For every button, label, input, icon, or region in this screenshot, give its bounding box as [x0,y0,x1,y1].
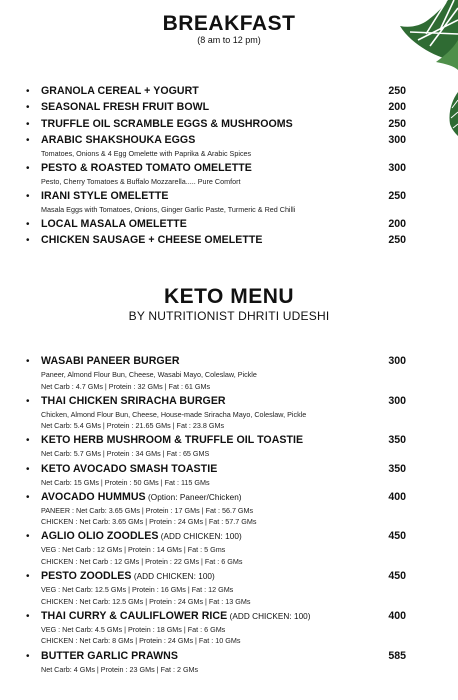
item-nutrition: VEG : Net Carb: 4.5 GMs | Protein : 18 GMs | Fat : 6 GMs [41,624,226,634]
item-name: KETO HERB MUSHROOM & TRUFFLE OIL TOASTIE [41,434,304,447]
item-nutrition: PANEER : Net Carb: 3.65 GMs | Protein : 17 GMs | Fat : 56.7 GMs [41,505,254,515]
item-name: CHICKEN SAUSAGE + CHEESE OMELETTE [41,234,263,247]
item-option: (ADD CHICKEN: 100) [227,611,311,621]
item-name: PESTO ZOODLES (ADD CHICKEN: 100) [41,570,215,583]
item-nutrition: Net Carb: 5.4 GMs | Protein : 21.65 GMs | Fat : 23.8 GMs [41,421,225,431]
item-name: GRANOLA CEREAL + YOGURT [41,85,199,97]
item-name: BUTTER GARLIC PRAWNS [41,649,178,662]
bullet-icon: • [26,356,30,367]
item-nutrition: Net Carb: 5.7 GMs | Protein : 34 GMs | Fat : 65 GMS [41,449,210,459]
item-price: 250 [388,234,406,247]
menu-item [0,84,458,99]
menu-item [0,161,458,188]
menu-item [0,529,458,567]
menu-item [0,609,458,647]
keto-title: KETO MENU [163,285,295,308]
item-description: Tomatoes, Onions & 4 Egg Omelette with Paprika & Arabic Spices [41,149,252,159]
bullet-icon: • [26,218,30,230]
menu-item [0,462,458,489]
item-name: AVOCADO HUMMUS (Option: Paneer/Chicken) [41,490,242,503]
item-name: THAI CURRY & CAULIFLOWER RICE (ADD CHICKEN: 100) [41,609,311,622]
item-nutrition: CHICKEN : Net Carb: 12.5 GMs | Protein : 24 GMs | Fat : 13 GMs [41,596,251,606]
item-name: SEASONAL FRESH FRUIT BOWL [41,101,210,114]
bullet-icon: • [26,135,30,147]
item-price: 300 [388,162,406,175]
bullet-icon: • [26,435,30,447]
item-description: Masala Eggs with Tomatoes, Onions, Ginger Garlic Paste, Turmeric & Red Chilli [41,204,296,214]
menu-item [0,217,458,232]
menu-item [0,189,458,216]
item-price: 300 [388,394,406,407]
item-price: 400 [388,609,406,622]
item-name: AGLIO OLIO ZOODLES (ADD CHICKEN: 100) [41,530,242,543]
menu-item [0,649,458,676]
bullet-icon: • [26,118,30,130]
item-description: Paneer, Almond Flour Bun, Cheese, Wasabi Mayo, Coleslaw, Pickle [41,370,257,379]
item-nutrition: VEG : Net Carb: 12.5 GMs | Protein : 16 GMs | Fat : 12 GMs [41,585,234,595]
item-price: 450 [388,530,406,543]
item-name: WASABI PANEER BURGER [41,355,180,367]
bullet-icon: • [26,463,30,475]
bullet-icon: • [26,163,30,175]
item-option: (ADD CHICKEN: 100) [131,572,215,582]
menu-item [0,100,458,115]
item-nutrition: Net Carb: 15 GMs | Protein : 50 GMs | Fat : 115 GMs [41,477,210,487]
item-name: THAI CHICKEN SRIRACHA BURGER [41,394,226,407]
menu-item [0,490,458,528]
item-nutrition: CHICKEN : Net Carb: 3.65 GMs | Protein : 24 GMs | Fat : 57.7 GMs [41,517,257,527]
keto-subtitle: BY NUTRITIONIST DHRITI UDESHI [128,309,330,323]
item-nutrition: Net Carb : 4.7 GMs | Protein : 32 GMs | Fat : 61 GMs [41,381,211,391]
item-price: 450 [388,570,406,583]
menu-item [0,133,458,160]
item-price: 200 [388,217,406,230]
bullet-icon: • [26,190,30,202]
item-nutrition: Net Carb: 4 GMs | Protein : 23 GMs | Fat : 2 GMs [41,664,199,674]
menu-item [0,117,458,132]
menu-item [0,569,458,607]
item-nutrition: VEG : Net Carb : 12 GMs | Protein : 14 GMs | Fat : 5 Gms [41,545,226,555]
bullet-icon: • [26,102,30,114]
item-price: 350 [388,434,406,447]
menu-item [0,354,458,392]
item-description: Chicken, Almond Flour Bun, Cheese, House-made Sriracha Mayo, Coleslaw, Pickle [41,409,307,419]
item-name: LOCAL MASALA OMELETTE [41,217,187,230]
item-price: 250 [388,85,406,97]
bullet-icon: • [26,531,30,543]
item-name: PESTO & ROASTED TOMATO OMELETTE [41,162,252,175]
breakfast-hours: (8 am to 12 pm) [197,35,261,45]
item-name: IRANI STYLE OMELETTE [41,189,169,202]
item-nutrition: CHICKEN : Net Carb: 8 GMs | Protein : 24 GMs | Fat : 10 GMs [41,636,241,646]
item-description: Pesto, Cherry Tomatoes & Buffalo Mozzarella..... Pure Comfort [41,177,241,187]
bullet-icon: • [26,650,30,662]
bullet-icon: • [26,571,30,583]
item-price: 250 [388,117,406,130]
item-option: (Option: Paneer/Chicken) [145,492,242,502]
bullet-icon: • [26,610,30,622]
item-name: KETO AVOCADO SMASH TOASTIE [41,462,218,475]
item-nutrition: CHICKEN : Net Carb : 12 GMs | Protein : 22 GMs | Fat : 6 GMs [41,556,243,566]
item-price: 300 [388,355,406,367]
menu-item [0,394,458,432]
menu-item [0,433,458,460]
breakfast-title: BREAKFAST [162,12,296,35]
item-option: (ADD CHICKEN: 100) [158,532,242,542]
bullet-icon: • [26,491,30,503]
item-name: TRUFFLE OIL SCRAMBLE EGGS & MUSHROOMS [41,117,293,130]
bullet-icon: • [26,395,30,407]
item-price: 400 [388,490,406,503]
menu-item [0,233,458,248]
breakfast-list [0,84,458,250]
item-price: 250 [388,189,406,202]
item-price: 350 [388,462,406,475]
item-name: ARABIC SHAKSHOUKA EGGS [41,134,196,147]
item-price: 200 [388,101,406,114]
keto-list [0,354,458,677]
bullet-icon: • [26,86,30,97]
item-price: 300 [388,134,406,147]
item-price: 585 [388,649,406,662]
bullet-icon: • [26,235,30,247]
